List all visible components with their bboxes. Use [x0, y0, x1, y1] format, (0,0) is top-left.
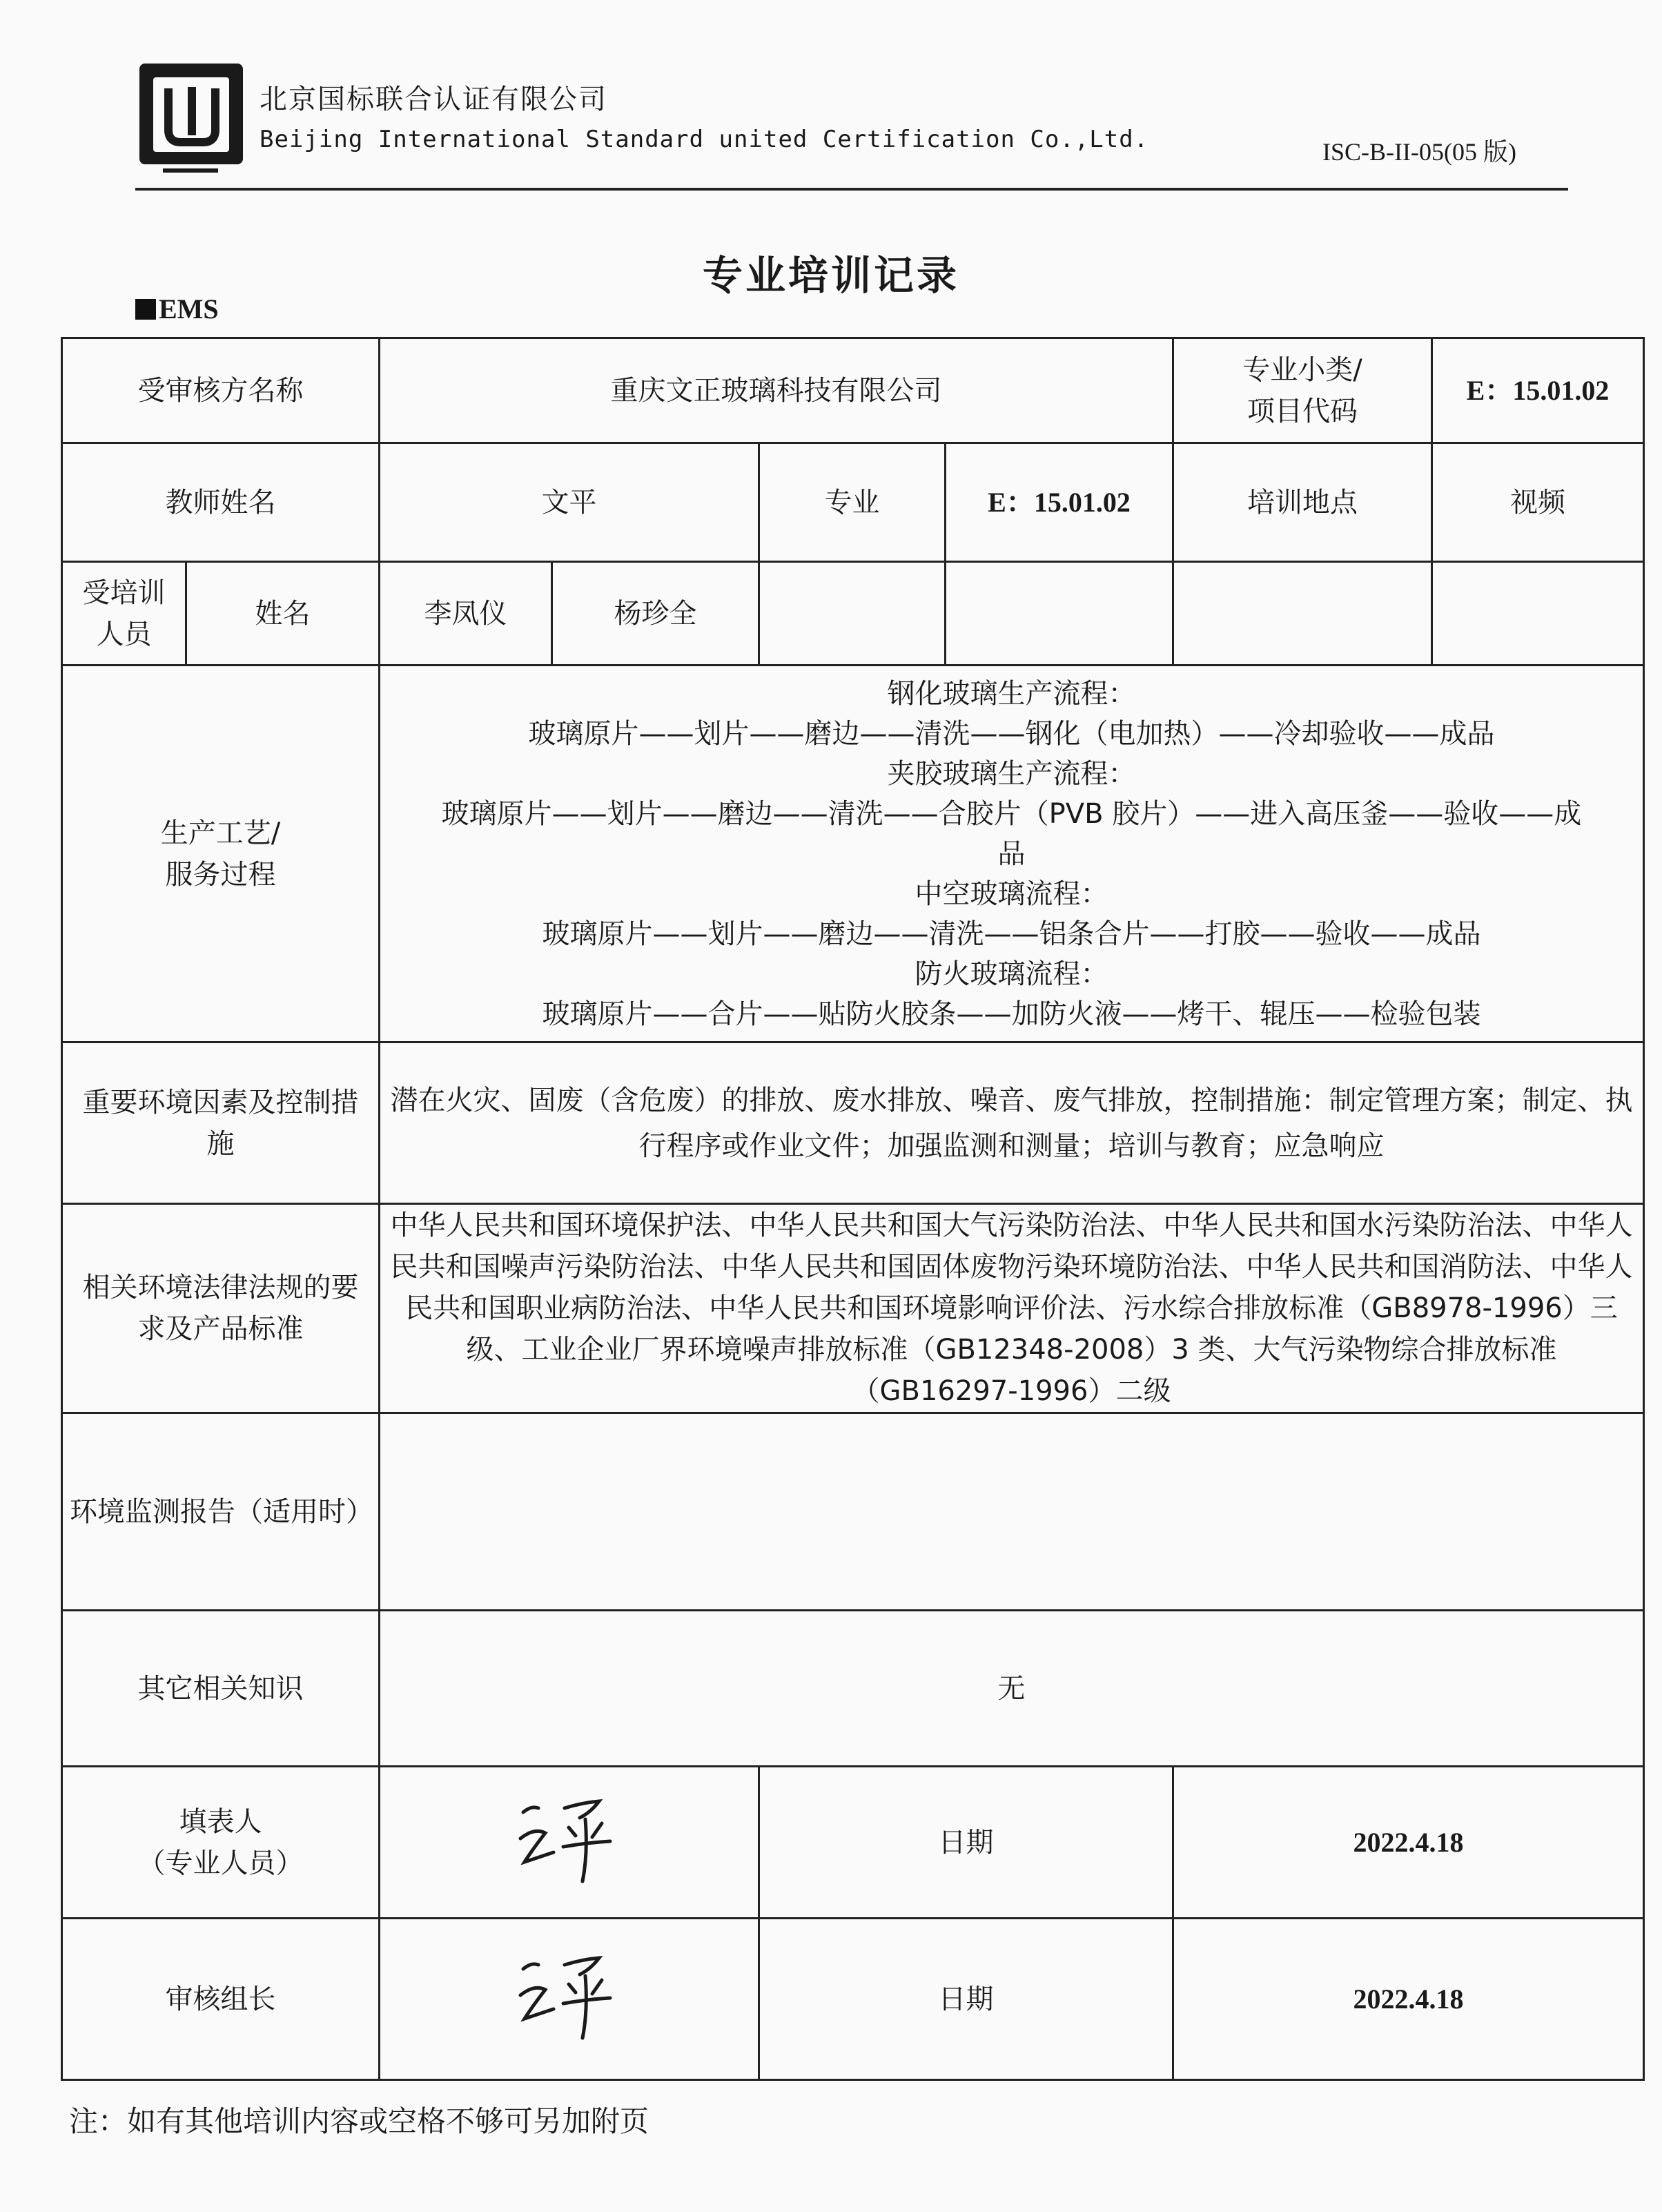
monitoring-label: 环境监测报告（适用时）: [62, 1413, 380, 1611]
document-title: 专业培训记录: [702, 252, 959, 299]
env-factors-label: 重要环境因素及控制措施: [62, 1042, 380, 1204]
company-name-cn: 北京国标联合认证有限公司: [260, 84, 607, 115]
filler-label: [62, 1767, 380, 1919]
process-label-line2: 服务过程: [165, 858, 276, 891]
process-label: [62, 666, 380, 1042]
process-line: 玻璃原片——划片——磨边——清洗——合胶片（PVB 胶片）——进入高压釜——验收——成: [441, 797, 1582, 830]
process-line: 玻璃原片——划片——磨边——清洗——铝条合片——打胶——验收——成品: [542, 918, 1481, 950]
handwritten-signature: [511, 1785, 628, 1888]
specialty-label: 专业: [759, 443, 946, 562]
filler-label-line1: 填表人: [179, 1805, 262, 1838]
filled-square-icon: [135, 299, 156, 320]
system-text: EMS: [159, 293, 219, 324]
date-value-1: 2022.4.18: [1173, 1767, 1644, 1919]
auditee-value: 重庆文正玻璃科技有限公司: [380, 338, 1173, 443]
name-label: 姓名: [186, 562, 380, 666]
header-rule: [135, 188, 1568, 191]
handwritten-signature: [511, 1941, 628, 2045]
env-factors-row: [62, 1042, 1644, 1204]
laws-value: 中华人民共和国环境保护法、中华人民共和国大气污染防治法、中华人民共和国水污染防治法、中华人民共和国噪声污染防治法、中华人民共和国固体废物污染环境防治法、中华人民共和国消防法、中华人民共和国职业病防治法、中华人民共和国环境影响评价法、污水综合排放标准（GB8978-1996）三级、工业企业厂界环境噪声排放标准（GB12348-2008）3 类、大气污染物综合排放标准（GB16297-1996）二级: [380, 1204, 1644, 1413]
process-line: 夹胶玻璃生产流程：: [887, 757, 1136, 790]
other-knowledge-value: 无: [380, 1611, 1644, 1767]
process-line: 钢化玻璃生产流程：: [887, 677, 1136, 710]
auditee-label: 受审核方名称: [62, 338, 380, 443]
auditee-row: [62, 338, 1644, 443]
process-line: 品: [997, 837, 1026, 870]
monitoring-value: [380, 1413, 1644, 1611]
location-label: 培训地点: [1173, 443, 1432, 562]
process-line: 中空玻璃流程：: [915, 877, 1108, 910]
other-knowledge-label: 其它相关知识: [62, 1611, 380, 1767]
footnote: 注：如有其他培训内容或空格不够可另加附页: [69, 2104, 649, 2138]
process-label-line1: 生产工艺/: [160, 817, 281, 849]
training-record-table: [61, 337, 1645, 2081]
trainee-1: 李凤仪: [380, 562, 552, 666]
teacher-label: 教师姓名: [62, 443, 380, 562]
process-row: [62, 666, 1644, 1042]
laws-label: 相关环境法律法规的要求及产品标准: [62, 1204, 380, 1413]
company-name-en: Beijing International Standard united Certification Co.,Ltd.: [260, 126, 1149, 153]
specialty-value: E：15.01.02: [946, 443, 1173, 562]
teacher-row: [62, 443, 1644, 562]
process-value: [380, 666, 1644, 1042]
env-factors-value: 潜在火灾、固废（含危废）的排放、废水排放、噪音、废气排放，控制措施：制定管理方案；制定、执行程序或作业文件；加强监测和测量；培训与教育；应急响应: [380, 1042, 1644, 1204]
trainees-label-line2: 人员: [96, 618, 152, 650]
teacher-value: 文平: [380, 443, 759, 562]
leader-label: 审核组长: [62, 1919, 380, 2080]
company-logo: [135, 61, 251, 178]
date-label-2: 日期: [759, 1919, 1173, 2080]
monitoring-row: [62, 1413, 1644, 1611]
filler-row: [62, 1767, 1644, 1919]
other-knowledge-row: [62, 1611, 1644, 1767]
system-label: [135, 293, 219, 325]
trainee-empty-3: [1173, 562, 1432, 666]
leader-signature-cell: [380, 1919, 759, 2080]
date-label-1: 日期: [759, 1767, 1173, 1919]
date-value-2: 2022.4.18: [1173, 1919, 1644, 2080]
category-label-line2: 项目代码: [1247, 395, 1358, 427]
laws-row: [62, 1204, 1644, 1413]
filler-label-line2: （专业人员）: [137, 1847, 304, 1879]
filler-signature-cell: [380, 1767, 759, 1919]
trainees-row: [62, 562, 1644, 666]
trainee-empty-2: [946, 562, 1173, 666]
trainees-label: [62, 562, 186, 666]
trainees-label-line1: 受培训: [82, 576, 166, 609]
trainee-2: 杨珍全: [552, 562, 759, 666]
leader-row: [62, 1919, 1644, 2080]
form-code: ISC-B-II-05(05 版): [1322, 138, 1516, 166]
process-line: 玻璃原片——划片——磨边——清洗——钢化（电加热）——冷却验收——成品: [528, 717, 1495, 750]
trainee-empty-1: [759, 562, 946, 666]
process-line: 玻璃原片——合片——贴防火胶条——加防火液——烤干、辊压——检验包装: [542, 998, 1481, 1030]
trainee-empty-4: [1432, 562, 1644, 666]
category-label: [1173, 338, 1432, 443]
location-value: 视频: [1432, 443, 1644, 562]
category-label-line1: 专业小类/: [1242, 353, 1362, 386]
process-line: 防火玻璃流程：: [915, 958, 1108, 990]
category-value: E：15.01.02: [1432, 338, 1644, 443]
